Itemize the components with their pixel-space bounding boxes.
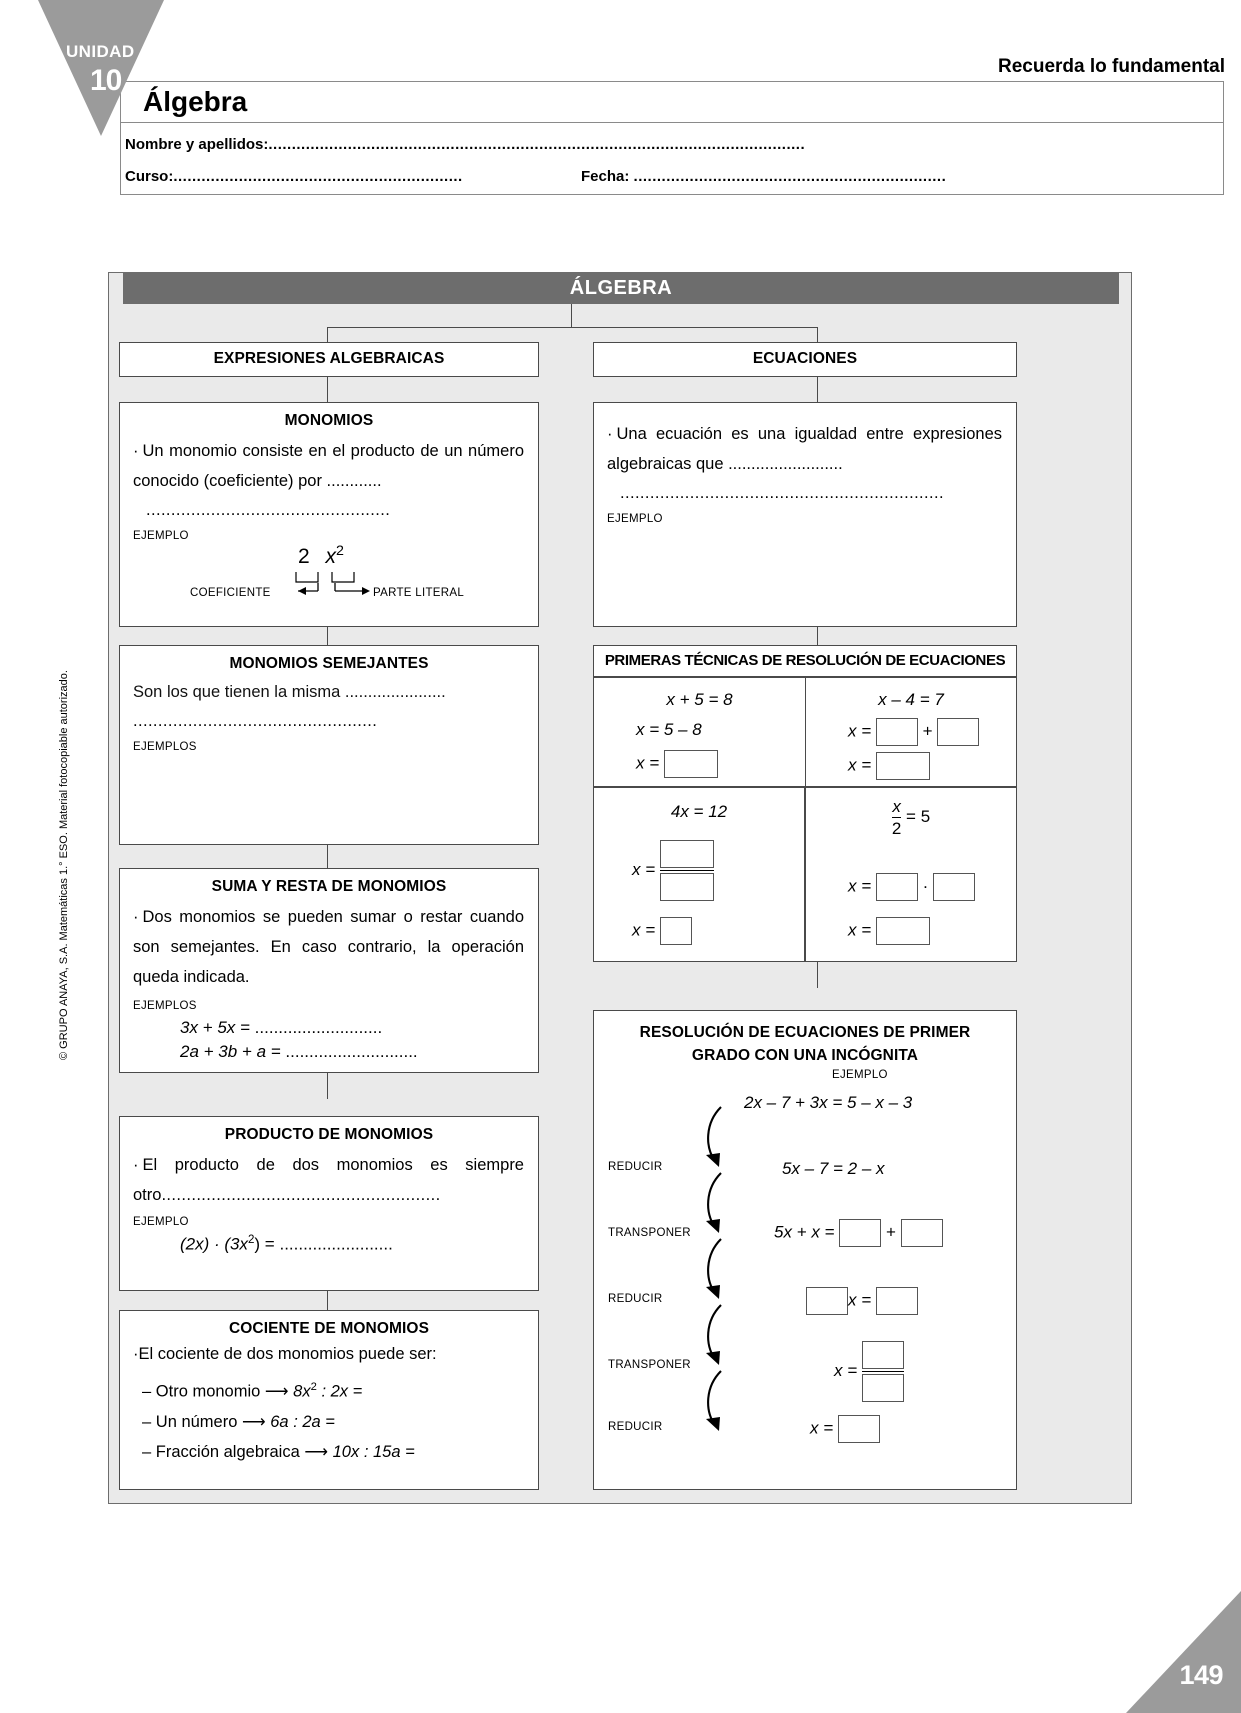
flow-equation-0: 2x – 7 + 3x = 5 – x – 3 — [744, 1093, 913, 1112]
course-label: Curso: — [125, 168, 174, 185]
course-input-dots[interactable]: .............................................................. — [173, 168, 463, 185]
algebra-diagram-panel — [108, 272, 1132, 1504]
copyright-notice: © GRUPO ANAYA, S.A. Matemáticas 1.° ESO. Material fotocopiable autorizado. — [58, 670, 70, 1060]
producto-example-label: EJEMPLO — [133, 1216, 189, 1228]
tecnicas-eq4-rhs: = 5 — [906, 806, 931, 826]
tecnicas-eq4-dot: · — [922, 876, 929, 896]
monomio-exponent: 2 — [336, 543, 344, 559]
tecnicas-eq4-numerator: x — [892, 797, 901, 816]
flow-eq5-lhs: x = — [810, 1418, 834, 1438]
page-title: Álgebra — [143, 86, 248, 117]
cociente-item1-expr-a: 6a — [270, 1412, 289, 1431]
long-arrow-icon: ⟶ — [264, 1382, 289, 1401]
cociente-item0-expr-b: : 2x = — [316, 1382, 363, 1401]
cociente-item-list[interactable] — [120, 1364, 538, 1467]
date-field-row[interactable] — [581, 168, 946, 185]
tecnicas-eq4-step2-lhs: x = — [848, 920, 872, 940]
producto-text: El producto de dos monomios es siempre otro — [133, 1156, 524, 1204]
list-item[interactable] — [142, 1372, 538, 1407]
cociente-item0-expr-a: 8x — [293, 1382, 311, 1401]
card-producto — [119, 1116, 539, 1291]
monomios-example-expression — [298, 543, 344, 569]
tecnicas-cell-1 — [593, 677, 805, 787]
long-arrow-icon: ⟶ — [242, 1412, 266, 1431]
ecuaciones-example-label: EJEMPLO — [607, 513, 663, 525]
page-title-box — [120, 81, 1224, 122]
cociente-item2-expr-b: : 15a = — [359, 1442, 415, 1461]
answer-box[interactable] — [839, 1219, 881, 1247]
tecnicas-eq4-denominator: 2 — [891, 819, 902, 838]
fraction-x-over-2 — [892, 798, 901, 837]
cociente-item1-label: Un número — [155, 1412, 238, 1431]
connector-right-spine-3 — [817, 962, 818, 988]
suma-resta-example-2[interactable] — [120, 1038, 538, 1062]
tecnicas-eq3: 4x = 12 — [670, 802, 728, 821]
card-monomios — [119, 402, 539, 627]
card-cociente — [119, 1310, 539, 1490]
suma-ex1-lhs: 3x + 5x = — [180, 1018, 250, 1037]
tecnicas-eq1-step1: x = 5 – 8 — [636, 720, 702, 739]
resolucion-title — [594, 1011, 1016, 1067]
suma-resta-example-label: EJEMPLOS — [133, 1000, 197, 1012]
producto-ex-lhs-a: (2x) · (3x — [180, 1234, 248, 1254]
flow-equation-3[interactable] — [806, 1287, 918, 1315]
suma-ex2-answer[interactable]: ............................ — [285, 1042, 418, 1061]
card-semejantes-title: MONOMIOS SEMEJANTES — [229, 655, 429, 672]
name-label: Nombre y apellidos: — [125, 136, 269, 153]
flow-eq3-mid: x = — [848, 1290, 872, 1310]
connector-root-down — [571, 304, 572, 327]
page-number-tab-shape — [1126, 1591, 1241, 1713]
fraction-answer[interactable] — [862, 1341, 904, 1402]
suma-resta-text: Dos monomios se pueden sumar o restar cuando son semejantes. En caso contrario, la operación queda indicada. — [133, 908, 524, 986]
cociente-item1-expr-b: : 2a = — [288, 1412, 335, 1431]
bullet-icon: · — [607, 425, 613, 443]
card-monomios-semejantes — [119, 645, 539, 845]
answer-box[interactable] — [876, 718, 918, 746]
card-cociente-title: COCIENTE DE MONOMIOS — [228, 1320, 430, 1337]
semejantes-text: Son los que tienen la misma ...................... — [133, 683, 446, 701]
answer-box[interactable] — [660, 917, 692, 945]
producto-ex-exponent: 2 — [248, 1234, 255, 1246]
monomios-coefficient-label: COEFICIENTE — [190, 587, 271, 599]
tecnicas-eq3-step2-lhs: x = — [632, 920, 656, 940]
diagram-root-title: ÁLGEBRA — [123, 272, 1119, 304]
card-suma-resta — [119, 868, 539, 1073]
suma-ex1-answer[interactable]: ........................... — [254, 1018, 383, 1037]
section-label: Recuerda lo fundamental — [998, 56, 1225, 77]
unit-word-label: UNIDAD — [66, 42, 135, 61]
tecnicas-title: PRIMERAS TÉCNICAS DE RESOLUCIÓN DE ECUACIONES — [604, 652, 1006, 669]
suma-ex2-lhs: 2a + 3b + a = — [180, 1042, 281, 1061]
date-input-dots[interactable]: ................................................................... — [633, 168, 947, 185]
tecnicas-eq2-step1-lhs: x = — [848, 721, 872, 741]
answer-box[interactable] — [876, 1287, 918, 1315]
ecuaciones-fill-line[interactable]: ................................................................. — [620, 484, 944, 502]
flow-eq4-lhs: x = — [834, 1360, 858, 1380]
branch-ecuaciones — [593, 342, 1017, 377]
cociente-item2-expr-a: 10x — [332, 1442, 360, 1461]
cociente-item1-dash: – — [142, 1412, 152, 1431]
branch-expresiones-algebraicas — [119, 342, 539, 377]
tecnicas-eq1-step2-lhs: x = — [636, 753, 660, 773]
tecnicas-eq2: x – 4 = 7 — [878, 690, 944, 709]
flow-label-5: REDUCIR — [608, 1421, 663, 1433]
fraction-answer[interactable] — [660, 840, 714, 901]
card-suma-resta-title: SUMA Y RESTA DE MONOMIOS — [211, 878, 447, 895]
flow-label-2: TRANSPONER — [608, 1227, 691, 1239]
date-label: Fecha: — [581, 168, 630, 185]
connector-root-horizontal — [327, 327, 817, 328]
monomios-example-label: EJEMPLO — [133, 530, 189, 542]
branch-right-label: ECUACIONES — [752, 350, 858, 367]
semejantes-example-label: EJEMPLOS — [133, 741, 197, 753]
answer-box-numerator[interactable] — [660, 840, 714, 868]
answer-box-denominator[interactable] — [660, 873, 714, 901]
connector-left-spine-1 — [327, 377, 328, 403]
flow-equation-4[interactable] — [834, 1341, 904, 1402]
flow-equation-1: 5x – 7 = 2 – x — [782, 1159, 885, 1178]
resolucion-title-line2: GRADO CON UNA INCÓGNITA — [691, 1047, 919, 1064]
tecnicas-eq2-plus: + — [922, 721, 933, 741]
name-input-dots[interactable]: ................................................................................................................... — [268, 136, 806, 153]
page-number: 149 — [1179, 1660, 1223, 1690]
bullet-icon: · — [133, 1156, 139, 1174]
answer-box[interactable] — [933, 873, 975, 901]
producto-ex-answer[interactable]: ........................ — [279, 1234, 393, 1254]
answer-box[interactable] — [876, 752, 930, 780]
monomio-variable: x — [325, 545, 337, 568]
student-info-box — [120, 122, 1224, 195]
tecnicas-cell-3 — [593, 787, 805, 962]
answer-box-denominator[interactable] — [862, 1374, 904, 1402]
name-field-row[interactable] — [125, 136, 805, 153]
unit-number-label: 10 — [90, 64, 122, 97]
semejantes-fill-line[interactable]: ................................................. — [133, 712, 378, 730]
answer-box[interactable] — [838, 1415, 880, 1443]
answer-box-numerator[interactable] — [862, 1341, 904, 1369]
cociente-item2-label: Fracción algebraica — [155, 1442, 300, 1461]
card-resolucion — [593, 1010, 1017, 1490]
tecnicas-eq4-step1-lhs: x = — [848, 876, 872, 896]
flow-equation-2[interactable] — [774, 1219, 943, 1247]
cociente-text: El cociente de dos monomios puede ser: — [138, 1345, 437, 1363]
card-tecnicas-header — [593, 645, 1017, 677]
connector-left-spine-4 — [327, 1073, 328, 1099]
list-item[interactable] — [142, 1437, 538, 1467]
monomios-fill-line[interactable]: ................................................. — [146, 501, 391, 519]
tecnicas-eq1: x + 5 = 8 — [666, 690, 733, 709]
producto-example[interactable] — [120, 1228, 538, 1255]
flow-label-3: REDUCIR — [608, 1293, 663, 1305]
resolucion-example-label: EJEMPLO — [832, 1069, 888, 1081]
brace-arrows-icon — [280, 583, 460, 603]
suma-resta-example-1[interactable] — [120, 1012, 538, 1038]
flow-equation-5[interactable] — [810, 1415, 880, 1443]
long-arrow-icon: ⟶ — [304, 1442, 329, 1461]
flow-label-4: TRANSPONER — [608, 1359, 691, 1371]
card-producto-title: PRODUCTO DE MONOMIOS — [224, 1126, 434, 1143]
monomios-literal-part-label: PARTE LITERAL — [373, 587, 465, 599]
monomios-text: Un monomio consiste en el producto de un número conocido (coeficiente) por ............ — [133, 442, 524, 490]
monomio-coefficient: 2 — [298, 545, 310, 568]
connector-right-spine-1 — [817, 377, 818, 403]
answer-box-coefficient[interactable] — [806, 1287, 848, 1315]
flow-eq2-lhs: 5x + x = — [774, 1222, 835, 1242]
cociente-item2-dash: – — [142, 1442, 152, 1461]
answer-box[interactable] — [937, 718, 979, 746]
ecuaciones-text: Una ecuación es una igualdad entre expresiones algebraicas que ......................... — [607, 425, 1002, 473]
answer-box[interactable] — [901, 1219, 943, 1247]
cociente-text-row — [120, 1338, 538, 1364]
flow-arrows-icon — [699, 1101, 819, 1441]
branch-left-label: EXPRESIONES ALGEBRAICAS — [213, 350, 445, 367]
answer-box[interactable] — [664, 750, 718, 778]
producto-fill-line[interactable]: ........................................................ — [161, 1186, 441, 1204]
bullet-icon: · — [133, 442, 139, 460]
tecnicas-cell-4 — [805, 787, 1017, 962]
flow-label-1: REDUCIR — [608, 1161, 663, 1173]
tecnicas-cell-2 — [805, 677, 1017, 787]
list-item[interactable] — [142, 1407, 538, 1437]
card-monomios-title: MONOMIOS — [284, 412, 374, 429]
resolucion-title-line1: RESOLUCIÓN DE ECUACIONES DE PRIMER — [639, 1024, 971, 1041]
bullet-icon: · — [133, 908, 139, 926]
card-ecuaciones — [593, 402, 1017, 627]
flow-eq2-plus: + — [885, 1222, 896, 1242]
course-field-row[interactable] — [125, 168, 463, 185]
tecnicas-eq2-step2-lhs: x = — [848, 755, 872, 775]
cociente-item0-label: Otro monomio — [155, 1382, 261, 1401]
bullet-icon: · — [133, 1345, 139, 1363]
tecnicas-eq3-step1-lhs: x = — [632, 859, 656, 879]
producto-ex-lhs-b: ) = — [254, 1234, 275, 1254]
cociente-item0-dash: – — [142, 1382, 152, 1401]
answer-box[interactable] — [876, 917, 930, 945]
answer-box[interactable] — [876, 873, 918, 901]
cociente-item0-exponent: 2 — [310, 1381, 317, 1393]
